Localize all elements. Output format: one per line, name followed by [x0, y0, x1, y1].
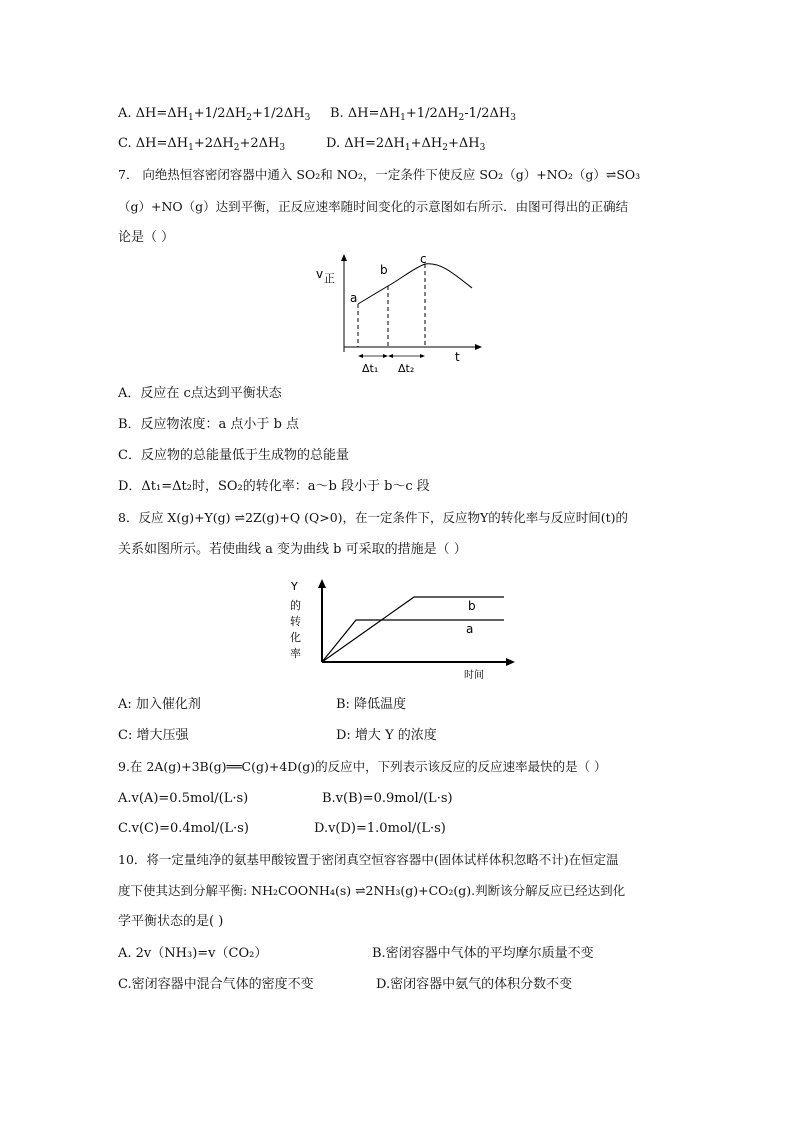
q9-option-c: C.v(C)=0.4mol/(L·s)	[118, 821, 249, 836]
q8-y-label-char-4: 化	[290, 631, 301, 644]
q9-stem: 9.在 2A(g)+3B(g)══C(g)+4D(g)的反应中，下列表示该反应的反应速率最快的是（ ）	[118, 759, 607, 774]
q9-option-a: A.v(A)=0.5mol/(L·s)	[118, 791, 249, 806]
q7-stem-line1: 7． 向绝热恒容密闭容器中通入 SO₂和 NO₂，一定条件下使反应 SO₂（g）+NO₂（g）⇌SO₃	[118, 167, 641, 182]
q7-dt1-label: Δt₁	[362, 362, 379, 375]
q7-option-a: A．反应在 c点达到平衡状态	[118, 386, 282, 401]
q10-option-d: D.密闭容器中氨气的体积分数不变	[376, 977, 573, 992]
q8-stem-line2: 关系如图所示。若使曲线 a 变为曲线 b 可采取的措施是（ ）	[118, 542, 467, 557]
q10-option-b: B.密闭容器中气体的平均摩尔质量不变	[372, 946, 594, 961]
q8-x-arrow	[506, 658, 515, 666]
q8-stem-line1: 8．反应 X(g)+Y(g) ⇌2Z(g)+Q (Q>0)，在一定条件下，反应物Y的转化率与反应时间(t)的	[118, 510, 629, 525]
q8-option-b: B: 降低温度	[336, 697, 407, 712]
q8-option-c: C: 增大压强	[118, 728, 189, 743]
q7-stem-line3: 论是（ ）	[118, 230, 175, 245]
q7-x-arrow	[475, 344, 482, 350]
q7-dt1-right-head	[383, 354, 388, 358]
q6-option-b: B. $\Delta H=\Delta H_1+1/2\Delta H_2-1/2\Delta H_3$	[330, 106, 516, 123]
q7-option-d: D．Δt₁=Δt₂时，SO₂的转化率：a～b 段小于 b～c 段	[118, 479, 430, 494]
q10-option-a: A. 2v（NH₃)=v（CO₂）	[118, 946, 268, 961]
q7-dt2-left-head	[388, 354, 393, 358]
q6-option-c: C. $\Delta H=\Delta H_1+2\Delta H_2+2\Delta H_3$	[118, 136, 286, 153]
q7-rate-curve	[358, 264, 472, 304]
q10-option-c: C.密闭容器中混合气体的密度不变	[118, 977, 314, 992]
q10-stem-line2: 度下使其达到分解平衡: NH₂COONH₄(s) ⇌2NH₃(g)+CO₂(g).判断该分解反应已经达到化	[118, 883, 626, 898]
q8-x-label: 时间	[464, 670, 484, 681]
q7-y-label: v	[316, 267, 324, 281]
q8-option-d: D: 增大 Y 的浓度	[336, 728, 437, 743]
q8-y-label-char-2: 的	[290, 599, 301, 612]
q8-y-label-char-1: Y	[291, 580, 298, 593]
q7-y-label-sub: 正	[324, 272, 335, 285]
q7-option-c: C．反应物的总能量低于生成物的总能量	[118, 448, 349, 463]
q9-option-b: B.v(B)=0.9mol/(L·s)	[322, 791, 453, 806]
q8-option-a: A: 加入催化剂	[118, 697, 201, 712]
q7-stem-line2: （g）+NO（g）达到平衡，正反应速率随时间变化的示意图如右所示．由图可得出的正确结	[118, 199, 629, 214]
q7-point-b: b	[380, 263, 388, 277]
q10-stem-line1: 10．将一定量纯净的氨基甲酸铵置于密闭真空恒容容器中(固体试样体积忽略不计)在恒定温	[118, 852, 619, 867]
q6-option-d: D. $\Delta H=2\Delta H_1+\Delta H_2+\Delta H_3$	[326, 136, 486, 153]
q9-option-d: D.v(D)=1.0mol/(L·s)	[314, 821, 446, 836]
q8-y-label-char-3: 转	[290, 615, 301, 628]
q7-dt2-right-head	[420, 354, 425, 358]
q8-curve-b-label: b	[468, 599, 476, 613]
q7-dt2-label: Δt₂	[398, 362, 415, 375]
q10-stem-line3: 学平衡状态的是( )	[118, 914, 224, 929]
q8-curve-b	[322, 597, 504, 662]
q8-curve-a-label: a	[466, 622, 474, 636]
q8-y-arrow	[318, 579, 326, 588]
q7-rate-graph	[312, 252, 488, 380]
q7-point-a: a	[350, 291, 358, 305]
q6-option-a: A. $\Delta H=\Delta H_1+1/2\Delta H_2+1/2\Delta H_3$	[118, 106, 311, 123]
q8-conversion-graph	[282, 576, 522, 682]
q7-y-arrow	[341, 254, 347, 261]
q7-point-c: c	[420, 252, 427, 266]
q8-y-label-char-5: 率	[290, 647, 301, 660]
q8-curve-a	[322, 620, 504, 662]
q7-dt1-left-head	[358, 354, 363, 358]
q7-x-label: t	[455, 350, 460, 364]
q7-option-b: B．反应物浓度：a 点小于 b 点	[118, 417, 300, 432]
